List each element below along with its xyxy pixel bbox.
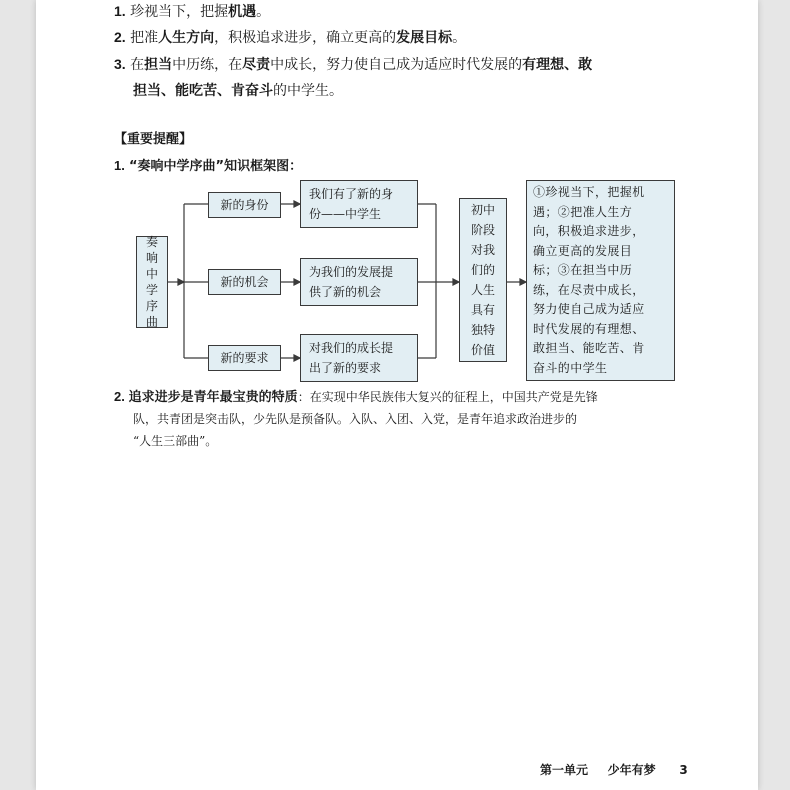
result-line: 练，在尽责中成长， (533, 282, 645, 297)
emphasis-text: 人生方向 (158, 30, 215, 46)
result-line: 标；③在担当中历 (533, 263, 633, 277)
diagram-middle-text: 初中阶段对我们的人生具有独特价值 (470, 203, 495, 357)
item-1-heading: 1. “奏响中学序曲”知识框架图： (114, 158, 303, 174)
body-text: 。 (256, 4, 271, 20)
point-3: 3. 在担当中历练，在尽责中成长，努力使自己成为适应时代发展的有理想、敢 (114, 56, 593, 73)
body-text: ，把握 (186, 4, 229, 20)
result-line: 确立更高的发展目 (533, 243, 633, 258)
item-2-line2: 队，共青团是突击队，少先队是预备队。入队、入团、入党，是青年追求政治进步的 (133, 412, 578, 426)
result-line: 遇；②把准人生方 (533, 204, 633, 219)
result-line: ①珍视当下，把握机 (533, 185, 645, 199)
emphasis-text: 担当、能吃苦、肯奋斗 (133, 83, 273, 99)
item-2-line1: 2. 追求进步是青年最宝贵的特质：在实现中华民族伟大复兴的征程上，中国共产党是先锋 (114, 389, 598, 405)
branch-desc-opportunity: 为我们的发展提 供了新的机会 (300, 258, 418, 306)
diagram-middle-box (459, 198, 507, 362)
item-2-line3: “人生三部曲”。 (133, 434, 218, 448)
emphasis-text: 有理想、敢 (522, 57, 593, 73)
point-1: 1. 珍视当下，把握机遇。 (114, 3, 271, 20)
branch-label-requirement: 新的要求 (220, 351, 269, 365)
body-text: ，积极追求进步，确立更高的 (214, 30, 397, 46)
body-text: 中成长，努力使自己成为适应时代发展的 (270, 57, 523, 73)
diagram-result-text (533, 183, 668, 378)
reminder-title: 【重要提醒】 (114, 132, 193, 147)
branch-desc-requirement: 对我们的成长提 出了新的要求 (300, 334, 418, 382)
branch-box-opportunity (208, 269, 281, 295)
point-2: 2. 把准人生方向，积极追求进步，确立更高的发展目标。 (114, 29, 467, 46)
body-text: 把准 (130, 30, 159, 46)
emphasis-text: 担当 (144, 57, 173, 73)
body-text: 在 (130, 57, 145, 73)
result-line: 时代发展的有理想、 (533, 321, 645, 336)
branch-label-opportunity: 新的机会 (220, 275, 269, 289)
branch-box-requirement (208, 345, 281, 371)
diagram-root-text: 奏响中学序曲 (145, 235, 158, 329)
arrow (178, 279, 184, 285)
body-text: 中历练，在 (172, 57, 243, 73)
result-line: 向，积极追求进步， (533, 224, 645, 238)
page-footer (540, 760, 688, 780)
body-text: 的中学生。 (273, 83, 343, 99)
branch-box-identity (208, 192, 281, 218)
result-line: 奋斗的中学生 (533, 360, 608, 375)
branch-desc-identity: 我们有了新的身 份——中学生 (300, 180, 418, 228)
footer-unit: 第一单元 (540, 763, 589, 777)
branch-label-identity: 新的身份 (220, 198, 269, 212)
emphasis-text: 尽责 (242, 57, 271, 73)
diagram-result-box (526, 180, 675, 381)
emphasis-text: 机遇 (228, 4, 257, 20)
body-text: 。 (452, 30, 467, 46)
page (36, 0, 758, 790)
page-number: 3 (679, 763, 688, 777)
emphasis-text: 发展目标 (396, 30, 453, 46)
result-line: 努力使自己成为适应 (533, 302, 645, 316)
body-text: 珍视当下 (130, 4, 187, 20)
footer-title: 少年有梦 (607, 763, 656, 777)
diagram-root-box (136, 236, 168, 328)
result-line: 敢担当、能吃苦、肯 (533, 341, 645, 355)
